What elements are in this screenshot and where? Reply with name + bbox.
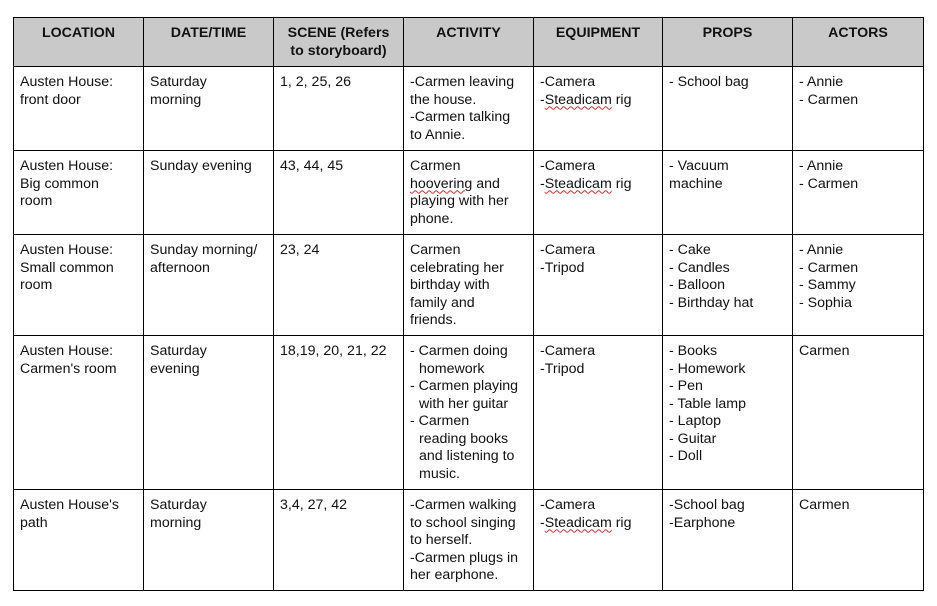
cell-activity — [404, 151, 534, 235]
cell-activity — [404, 490, 534, 591]
props-line: - Pen — [669, 378, 703, 394]
header-props: PROPS — [663, 18, 793, 67]
cell-actors — [793, 151, 924, 235]
activity-line: family and — [410, 294, 475, 311]
header-activity: ACTIVITY — [404, 18, 534, 67]
activity-line: music. — [419, 465, 460, 482]
activity-line: - Carmen — [410, 413, 470, 429]
cell-actors — [793, 336, 924, 490]
table-row — [14, 336, 924, 490]
cell-equipment — [534, 490, 663, 591]
actors-line: Carmen — [799, 497, 850, 513]
equipment-line: -Tripod — [540, 360, 585, 377]
equipment-line: -Camera — [540, 242, 596, 258]
scene-line: 3,4, 27, 42 — [280, 497, 348, 513]
cell-location — [14, 336, 144, 490]
cell-actors — [793, 490, 924, 591]
activity-line: reading books — [419, 430, 509, 447]
header-datetime: DATE/TIME — [144, 18, 274, 67]
cell-location — [14, 235, 144, 336]
datetime-line: Saturday — [150, 74, 207, 90]
location-line: Small common — [20, 259, 114, 276]
header-equipment: EQUIPMENT — [534, 18, 663, 67]
cell-props — [663, 490, 793, 591]
cell-scene — [274, 235, 404, 336]
location-line: front door — [20, 91, 81, 108]
table-row — [14, 67, 924, 151]
props-line: - School bag — [669, 74, 749, 90]
equipment-line: -Camera — [540, 343, 596, 359]
cell-props — [663, 235, 793, 336]
header-location: LOCATION — [14, 18, 144, 67]
activity-line: her earphone. — [410, 567, 499, 583]
actors-line: - Carmen — [799, 175, 859, 192]
location-line: Carmen's room — [20, 360, 117, 377]
cell-scene — [274, 67, 404, 151]
header-scene-line-1: SCENE (Refers — [287, 25, 390, 41]
activity-line: Carmen — [410, 158, 461, 174]
cell-datetime — [144, 336, 274, 490]
props-line: - Vacuum — [669, 158, 729, 174]
table-row — [14, 235, 924, 336]
actors-line: - Sammy — [799, 277, 856, 293]
props-line: - Guitar — [669, 430, 717, 447]
cell-datetime — [144, 67, 274, 151]
cell-actors — [793, 67, 924, 151]
activity-line: -Carmen plugs in — [410, 549, 519, 566]
activity-line: to Annie. — [410, 126, 466, 143]
cell-equipment — [534, 336, 663, 490]
datetime-line: morning — [150, 514, 202, 531]
cell-scene — [274, 151, 404, 235]
props-line: -School bag — [669, 497, 745, 513]
props-line: -Earphone — [669, 514, 736, 531]
equipment-line: -Camera — [540, 74, 596, 90]
activity-line: celebrating her — [410, 259, 504, 276]
activity-line: playing with her — [410, 193, 509, 209]
actors-line: - Carmen — [799, 259, 859, 276]
equipment-line: -Camera — [540, 497, 596, 513]
activity-line: friends. — [410, 312, 457, 328]
actors-line: Carmen — [799, 343, 850, 359]
actors-line: - Carmen — [799, 91, 859, 108]
table-row — [14, 490, 924, 591]
header-actors: ACTORS — [793, 18, 924, 67]
scene-line: 1, 2, 25, 26 — [280, 74, 351, 90]
equipment-line: -Tripod — [540, 259, 585, 276]
datetime-line: Saturday — [150, 497, 207, 513]
activity-line: hoovering and — [410, 175, 500, 192]
cell-props — [663, 151, 793, 235]
cell-scene — [274, 490, 404, 591]
activity-line: the house. — [410, 91, 477, 108]
datetime-line: Sunday evening — [150, 158, 252, 174]
activity-line: to herself. — [410, 532, 473, 548]
table-row — [14, 151, 924, 235]
location-line: path — [20, 514, 48, 531]
scene-line: 18,19, 20, 21, 22 — [280, 343, 387, 359]
activity-line: phone. — [410, 210, 454, 227]
activity-line: homework — [419, 360, 485, 377]
datetime-line: morning — [150, 91, 202, 108]
location-line: Austen House: — [20, 158, 114, 174]
activity-line: -Carmen walking — [410, 497, 517, 513]
activity-line: Carmen — [410, 242, 461, 258]
cell-datetime — [144, 235, 274, 336]
cell-location — [14, 67, 144, 151]
equipment-line: -Steadicam rig — [540, 175, 632, 192]
cell-datetime — [144, 490, 274, 591]
cell-actors — [793, 235, 924, 336]
props-line: - Homework — [669, 360, 746, 377]
equipment-line: -Camera — [540, 158, 596, 174]
location-line: Austen House's — [20, 497, 119, 513]
activity-line: -Carmen leaving — [410, 74, 515, 90]
activity-line: - Carmen doing — [410, 343, 508, 359]
activity-line: - Carmen playing — [410, 378, 519, 394]
props-line: - Cake — [669, 242, 711, 258]
actors-line: - Annie — [799, 242, 844, 258]
datetime-line: Sunday morning/ — [150, 242, 258, 258]
header-scene — [274, 18, 404, 67]
cell-location — [14, 151, 144, 235]
equipment-line: -Steadicam rig — [540, 514, 632, 531]
location-line: Austen House: — [20, 74, 114, 90]
activity-line: to school singing — [410, 514, 516, 531]
header-scene-line-2: to storyboard) — [290, 42, 387, 59]
location-line: Big common — [20, 175, 99, 192]
cell-equipment — [534, 151, 663, 235]
datetime-line: evening — [150, 360, 200, 377]
location-line: Austen House: — [20, 242, 114, 258]
scene-line: 43, 44, 45 — [280, 158, 344, 174]
activity-line: with her guitar — [419, 395, 509, 412]
activity-line: birthday with — [410, 277, 490, 293]
activity-line: -Carmen talking — [410, 109, 511, 125]
cell-equipment — [534, 235, 663, 336]
cell-activity — [404, 235, 534, 336]
cell-datetime — [144, 151, 274, 235]
actors-line: - Annie — [799, 74, 844, 90]
props-line: - Birthday hat — [669, 294, 754, 311]
props-line: - Table lamp — [669, 395, 747, 412]
scene-line: 23, 24 — [280, 242, 320, 258]
location-line: Austen House: — [20, 343, 114, 359]
datetime-line: Saturday — [150, 343, 207, 359]
cell-props — [663, 67, 793, 151]
cell-location — [14, 490, 144, 591]
actors-line: - Sophia — [799, 294, 852, 311]
production-schedule-table — [13, 17, 924, 591]
equipment-line: -Steadicam rig — [540, 91, 632, 108]
cell-scene — [274, 336, 404, 490]
props-line: - Candles — [669, 259, 730, 276]
location-line: room — [20, 193, 53, 209]
props-line: - Books — [669, 343, 718, 359]
activity-line: and listening to — [419, 448, 515, 464]
props-line: machine — [669, 175, 723, 192]
cell-activity — [404, 336, 534, 490]
cell-props — [663, 336, 793, 490]
props-line: - Doll — [669, 448, 703, 464]
header-row — [14, 18, 924, 67]
cell-activity — [404, 67, 534, 151]
props-line: - Laptop — [669, 413, 722, 429]
datetime-line: afternoon — [150, 259, 210, 276]
props-line: - Balloon — [669, 277, 725, 293]
location-line: room — [20, 277, 53, 293]
actors-line: - Annie — [799, 158, 844, 174]
cell-equipment — [534, 67, 663, 151]
